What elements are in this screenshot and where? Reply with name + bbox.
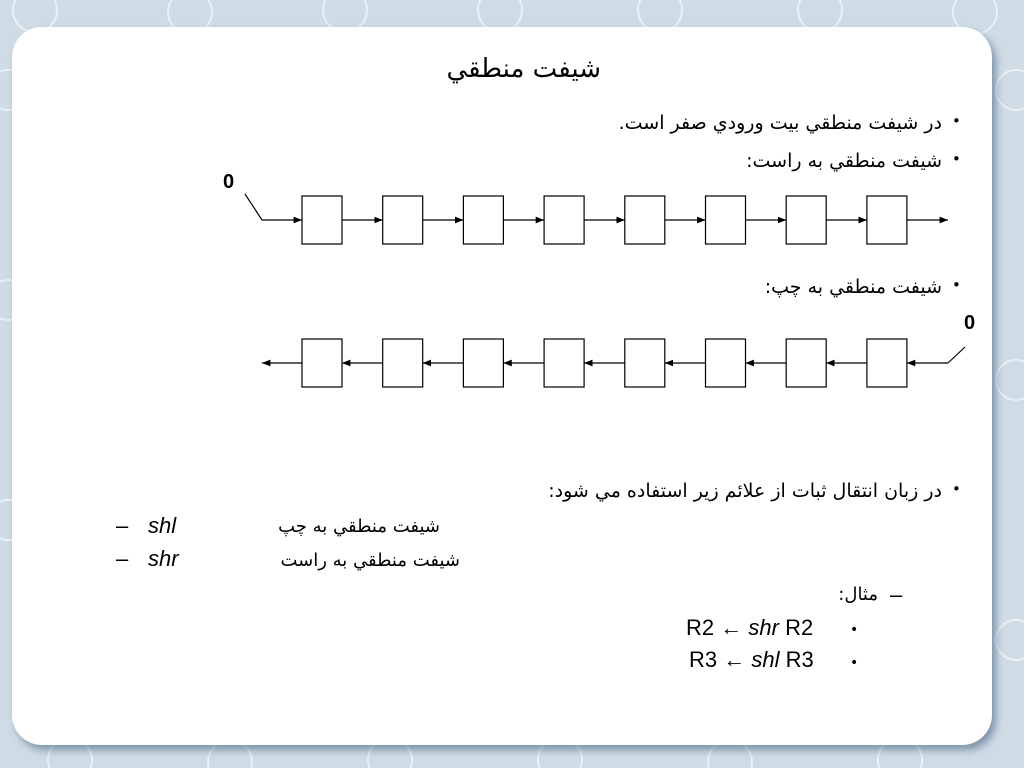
symbol-shl: shl bbox=[148, 513, 177, 538]
bullet-glyph: • bbox=[952, 276, 961, 294]
op-shr: shr bbox=[748, 615, 779, 640]
symbol-shl-meaning: شيفت منطقي به چپ bbox=[278, 516, 440, 537]
example-line-shr bbox=[686, 615, 813, 641]
example-line-shl bbox=[689, 647, 814, 673]
register-src: R2 bbox=[785, 615, 814, 640]
symbol-dash: – bbox=[116, 513, 129, 538]
bullet-logical-shift-right: شيفت منطقي به راست: bbox=[746, 150, 942, 172]
symbol-dash: – bbox=[116, 546, 129, 571]
example-dash: – bbox=[890, 582, 903, 607]
transfer-arrow: ← bbox=[723, 647, 746, 672]
example-bullet: • bbox=[850, 655, 859, 671]
shift-right-input-zero: 0 bbox=[223, 171, 235, 193]
example-label: مثال: bbox=[838, 584, 878, 605]
example-bullet: • bbox=[850, 622, 859, 638]
symbol-shr: shr bbox=[148, 546, 179, 571]
bullet-glyph: • bbox=[952, 112, 961, 130]
bullet-logical-shift-left: شيفت منطقي به چپ: bbox=[764, 276, 942, 298]
bullet-glyph: • bbox=[952, 480, 961, 498]
register-src: R3 bbox=[785, 647, 814, 672]
slide-panel bbox=[12, 27, 992, 745]
register-dst: R2 bbox=[686, 615, 715, 640]
transfer-arrow: ← bbox=[720, 615, 743, 640]
bullet-rtl-symbols-intro: در زبان انتقال ثبات از علائم زير استفاده مي شود: bbox=[548, 480, 942, 502]
bullet-glyph: • bbox=[952, 150, 961, 168]
symbol-shr-meaning: شيفت منطقي به راست bbox=[280, 550, 460, 571]
register-dst: R3 bbox=[689, 647, 718, 672]
shift-left-input-zero: 0 bbox=[964, 312, 976, 334]
op-shl: shl bbox=[751, 647, 780, 672]
bullet-logical-shift-input-zero: در شيفت منطقي بيت ورودي صفر است. bbox=[618, 112, 942, 134]
slide-title: شيفت منطقي bbox=[446, 54, 601, 84]
